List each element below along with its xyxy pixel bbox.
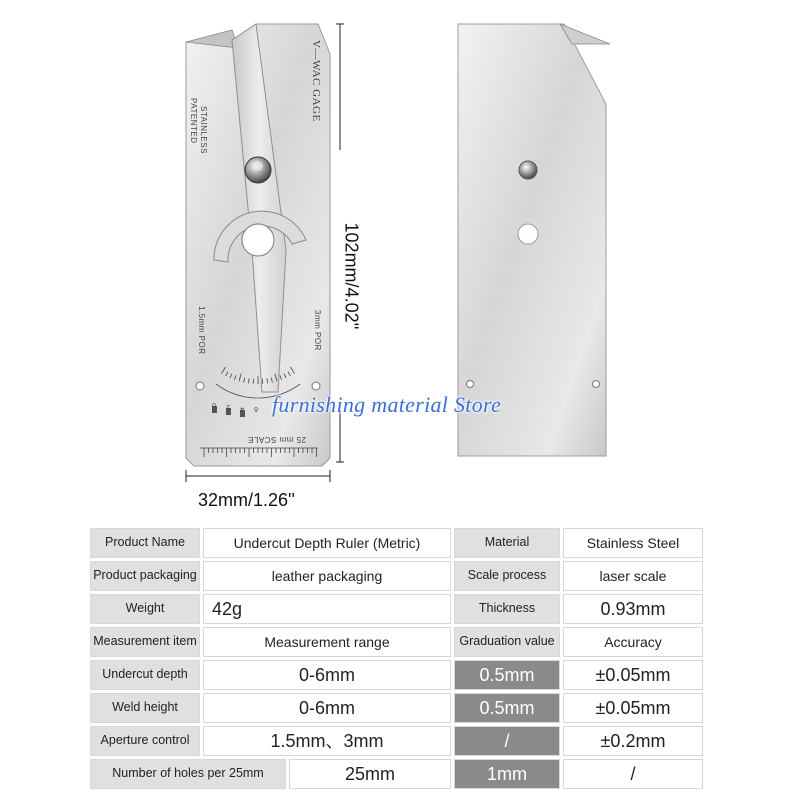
gauge-por-right-label: 3mm POR	[313, 310, 322, 351]
gauge-patented-label: PATENTED	[189, 98, 198, 144]
spec-header: Measurement range	[203, 627, 451, 657]
spec-label: Product packaging	[90, 561, 200, 591]
spec-value: ±0.05mm	[563, 660, 703, 690]
gauge-digit-0: 0	[211, 401, 216, 408]
spec-value: 1mm	[454, 759, 560, 789]
table-row	[90, 594, 706, 624]
spec-label: Material	[454, 528, 560, 558]
spec-label: Aperture control	[90, 726, 200, 756]
spec-value: 0.5mm	[454, 660, 560, 690]
gauge-por-left-label: 1.5mm POR	[197, 306, 206, 355]
spec-table	[90, 528, 706, 790]
table-row	[90, 627, 706, 657]
width-dimension-label: 32mm/1.26''	[198, 490, 295, 510]
table-row	[90, 660, 706, 690]
spec-value: 1.5mm、3mm	[203, 726, 451, 756]
spec-value: Stainless Steel	[563, 528, 703, 558]
gauge-scale-label: 25 mm SCALE	[247, 435, 306, 444]
gauge-stainless-label: STAINLESS	[199, 106, 208, 154]
table-row	[90, 693, 706, 723]
spec-value: 25mm	[289, 759, 451, 789]
spec-value: ±0.2mm	[563, 726, 703, 756]
spec-label: Weld height	[90, 693, 200, 723]
spec-value: 0-6mm	[203, 693, 451, 723]
spec-value: 0.93mm	[563, 594, 703, 624]
gauge-digit-4: 4	[239, 405, 244, 412]
store-watermark: furnishing material Store	[272, 392, 502, 417]
table-row	[90, 759, 706, 789]
spec-value: 0.5mm	[454, 693, 560, 723]
spec-label: Measurement item	[90, 627, 200, 657]
spec-value: leather packaging	[203, 561, 451, 591]
spec-value: 0-6mm	[203, 660, 451, 690]
spec-header: Accuracy	[563, 627, 703, 657]
table-row	[90, 561, 706, 591]
table-row	[90, 726, 706, 756]
spec-value: /	[563, 759, 703, 789]
spec-value: Undercut Depth Ruler (Metric)	[203, 528, 451, 558]
spec-label: Thickness	[454, 594, 560, 624]
height-dimension-label: 102mm/4.02''	[341, 222, 362, 330]
spec-value: ±0.05mm	[563, 693, 703, 723]
spec-label: Undercut depth	[90, 660, 200, 690]
spec-label: Scale process	[454, 561, 560, 591]
spec-value: /	[454, 726, 560, 756]
spec-label: Product Name	[90, 528, 200, 558]
spec-value: 42g	[203, 594, 451, 624]
gauge-title: V—WAC GAGE	[310, 40, 322, 122]
spec-label: Number of holes per 25mm	[90, 759, 286, 789]
spec-label: Weight	[90, 594, 200, 624]
spec-header: Graduation value	[454, 627, 560, 657]
table-row	[90, 528, 706, 558]
gauge-digit-6: 6	[253, 405, 258, 412]
gauge-digit-2: 2	[225, 403, 230, 410]
spec-value: laser scale	[563, 561, 703, 591]
